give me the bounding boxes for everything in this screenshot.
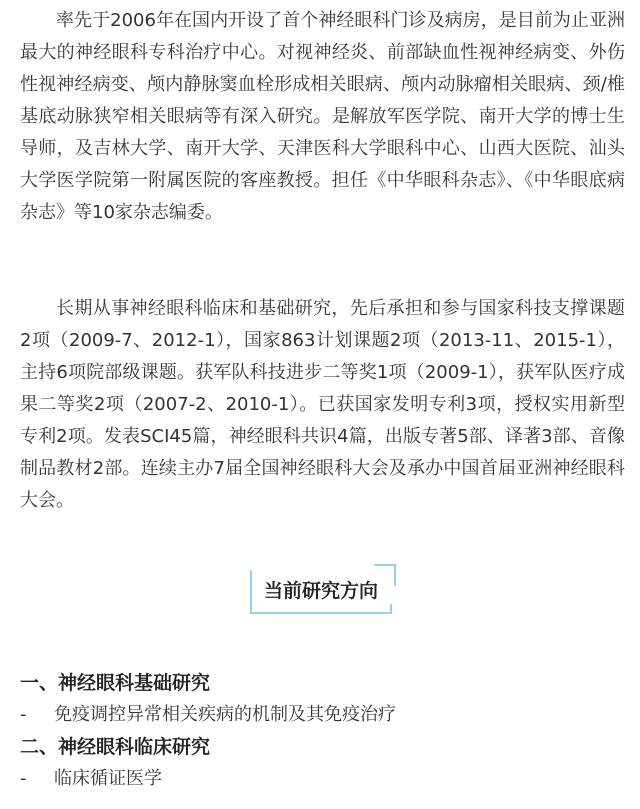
bio-paragraph: 率先于2006年在国内开设了首个神经眼科门诊及病房，是目前为止亚洲最大的神经眼科专科治疗中心。对视神经炎、前部缺血性视神经病变、外伤性视神经病变、颅内静脉窦血栓形成相关眼病、颅内动脉瘤相关眼病、颈/椎基底动脉狭窄相关眼病等有深入研究。是解放军医学院、南开大学的博士生导师，及吉林大学、南开大学、天津医科大学眼科中心、山西大医院、汕头大学医学院第一附属医院的客座教授。担任《中华眼科杂志》、《中华眼底病杂志》等10家杂志编委。 xyxy=(20,10,625,223)
list-item xyxy=(20,701,396,729)
section-title-container xyxy=(0,568,640,616)
frame-tick-decoration xyxy=(360,604,392,614)
list-item xyxy=(20,765,162,793)
bullet-dash: - xyxy=(20,704,27,725)
list-item-text: 免疫调控异常相关疾病的机制及其免疫治疗 xyxy=(54,704,396,725)
bullet-dash: - xyxy=(20,768,27,789)
research-heading-basic: 一、神经眼科基础研究 xyxy=(20,672,211,694)
frame-corner-decoration xyxy=(374,564,396,586)
list-item-text: 临床循证医学 xyxy=(54,768,162,789)
section-title: 当前研究方向 xyxy=(263,580,378,602)
section-title-frame xyxy=(250,570,390,614)
research-experience-paragraph: 长期从事神经眼科临床和基础研究，先后承担和参与国家科技支撑课题2项（2009-7、2012-1），国家863计划课题2项（2013-11、2015-1），主持6项院部级课题。获军队科技进步二等奖1项（2009-1），获军队医疗成果二等奖2项（2007-2、2010-1）。已获国家发明专利3项，授权实用新型专利2项。发表SCI45篇，神经眼科共识4篇，出版专著5部、译著3部、音像制品教材2部。连续主办7届全国神经眼科大会及承办中国首届亚洲神经眼科大会。 xyxy=(20,298,625,511)
research-heading-clinical: 二、神经眼科临床研究 xyxy=(20,736,211,758)
